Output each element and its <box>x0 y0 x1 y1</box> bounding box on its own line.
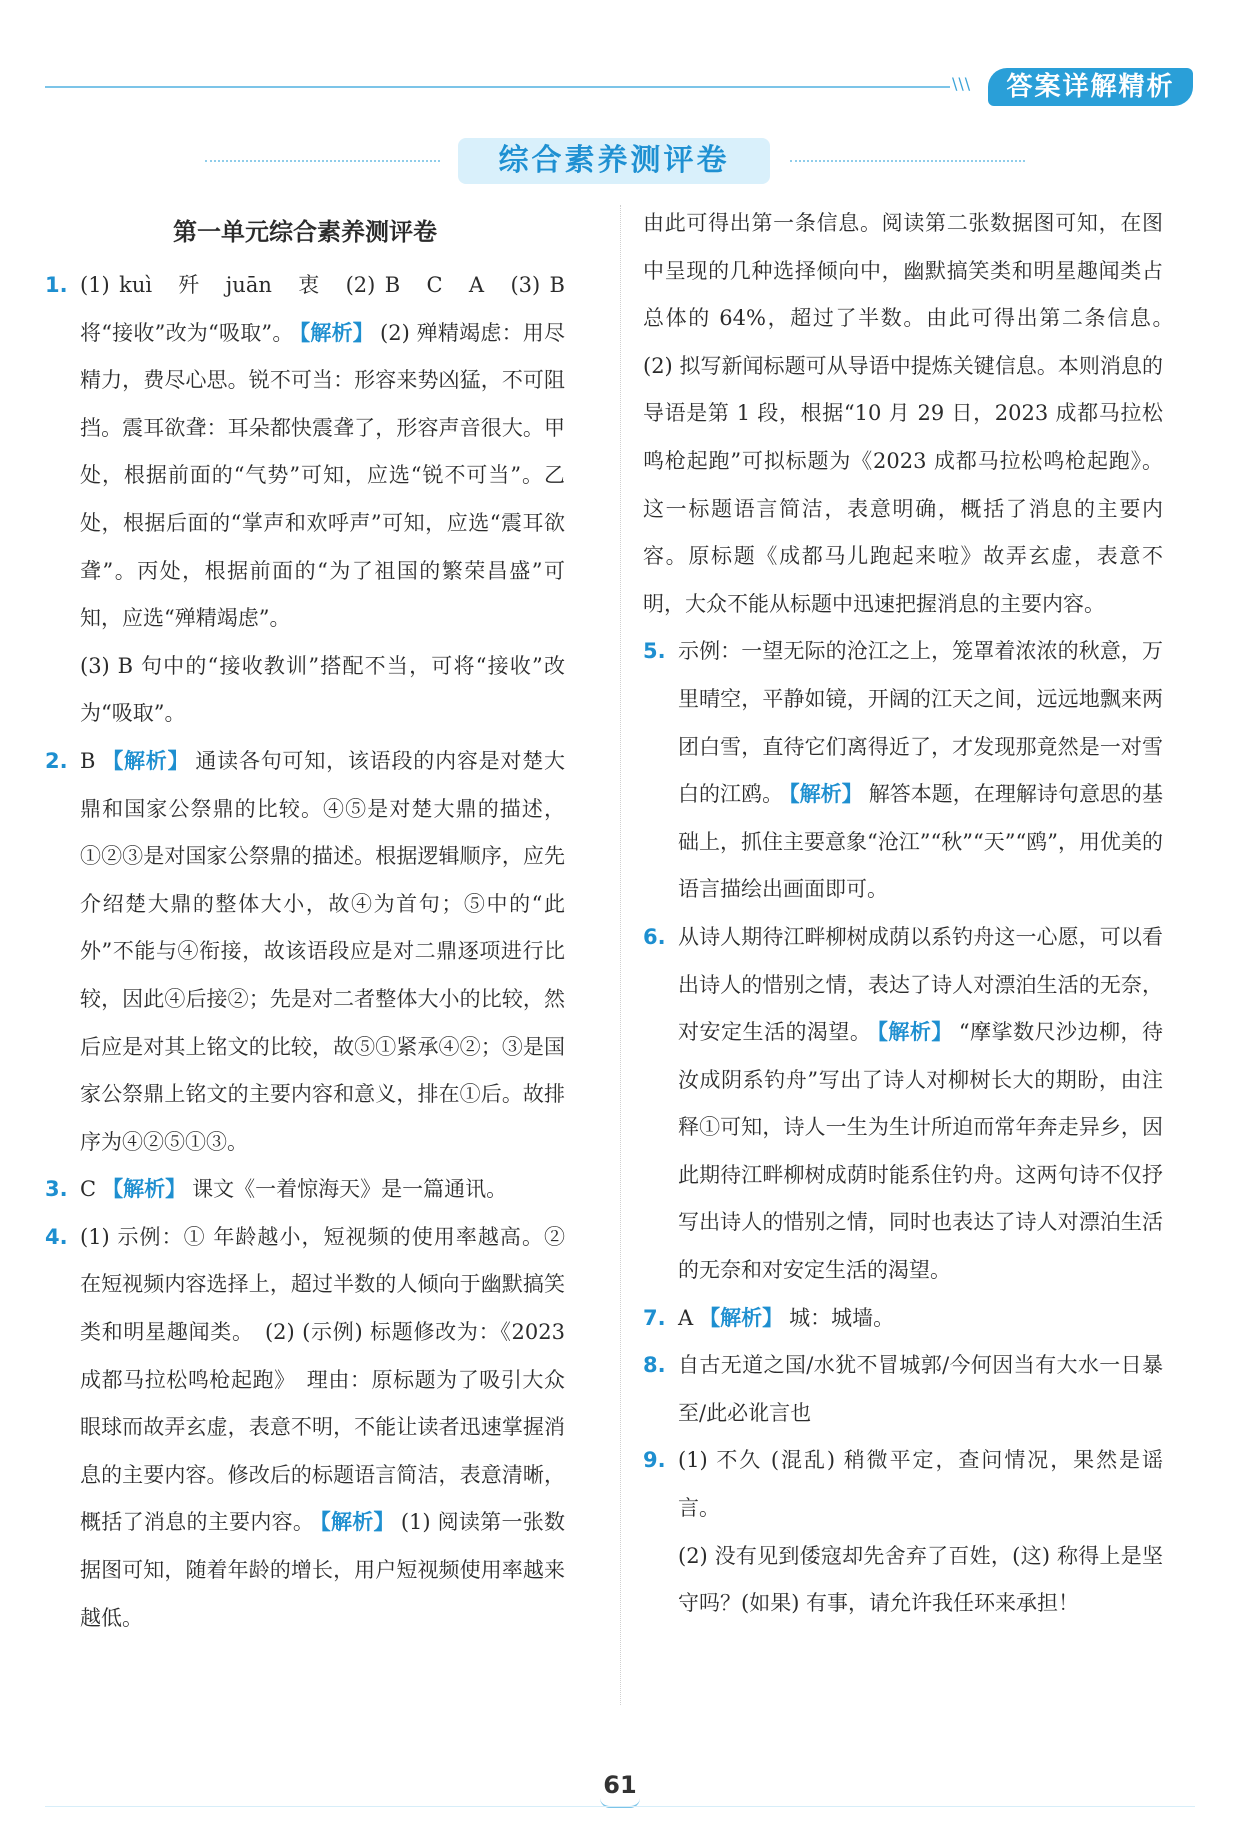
analysis-tag: 【解析】 <box>299 320 375 345</box>
answer-text: B <box>80 748 96 773</box>
answer-item <box>45 1166 565 1214</box>
unit-title: 第一单元综合素养测评卷 <box>173 218 437 246</box>
left-column <box>45 200 565 1642</box>
answer-item <box>643 1295 1163 1343</box>
answer-text: C <box>80 1177 97 1202</box>
answer-text: A <box>678 1305 694 1330</box>
analysis-tag: 【解析】 <box>699 1305 784 1330</box>
header-tag: 答案详解精析 <box>988 68 1193 106</box>
question-number: 4. <box>45 1224 68 1249</box>
answer-list-left <box>45 262 565 1642</box>
right-column <box>643 200 1184 1628</box>
answer-text: 示例：一望无际的沧江之上，笼罩着浓浓的秋意，万里晴空，平静如镜，开阔的江天之间，远远地飘来两团白雪，直待它们离得近了，才发现那竟然是一对雪白的江鸥。 <box>678 639 1163 807</box>
answer-text: 解答本题，在理解诗句意思的基础上，抓住主要意象“沧江”“秋”“天”“鸥”，用优美的语言描绘出画面即可。 <box>678 782 1164 902</box>
answer-item <box>643 914 1163 1295</box>
answer-text: 课文《一着惊海天》是一篇通讯。 <box>192 1177 508 1202</box>
analysis-tag: 【解析】 <box>320 1510 395 1535</box>
page-number: 61 <box>603 1771 637 1799</box>
answer-item <box>643 628 1163 914</box>
answer-text: 从诗人期待江畔柳树成荫以系钓舟这一心愿，可以看出诗人的惜别之情，表达了诗人对漂泊生活的无奈，对安定生活的渴望。 <box>678 924 1163 1045</box>
column-divider <box>620 205 621 1705</box>
answer-list-right <box>643 628 1163 1627</box>
answer-text: (2) 殚精竭虑：用尽精力，费尽心思。锐不可当：形容来势凶猛，不可阻挡。震耳欲聋：耳朵都快震聋了，形容声音很大。甲处，根据前面的“气势”可知，应选“锐不可当”。乙处，根据后面的“掌声和欢呼声”可知，应选“震耳欲聋”。丙处，根据前面的“为了祖国的繁荣昌盛”可知，应选“殚精竭虑”。 <box>80 320 566 631</box>
question-number: 2. <box>45 748 68 773</box>
analysis-tag: 【解析】 <box>101 748 190 773</box>
header-decoration: \\\ <box>952 74 972 93</box>
answer-item <box>45 1214 565 1642</box>
answer-item <box>45 262 565 643</box>
analysis-tag: 【解析】 <box>877 1020 953 1045</box>
answer-text: (1) kuì 歼 juān 衷 (2) B C A (3) B 将“接收”改为“吸取”。 <box>80 273 565 345</box>
question-number: 1. <box>45 273 68 297</box>
banner-divider-left <box>205 160 440 162</box>
answer-text-continued: (3) B 句中的“接收教训”搭配不当，可将“接收”改为“吸取”。 <box>80 653 565 726</box>
answer-text: (1) 示例：① 年龄越小，短视频的使用率越高。② 在短视频内容选择上，超过半数的人倾向于幽默搞笑类和明星趣闻类。 (2) (示例) 标题修改为：《2023 成都马拉松鸣枪起跑》 理由：原标题为了吸引大众眼球而故弄玄虚，表意不明，不能让读者迅速掌握消息的主要内容。修改后的标题语言简洁，表意清晰，概括了消息的主要内容。 <box>80 1224 565 1535</box>
answer-item <box>45 738 565 1166</box>
question-number: 7. <box>643 1305 666 1330</box>
header-rule <box>45 86 950 88</box>
analysis-tag: 【解析】 <box>102 1177 187 1202</box>
question-number: 6. <box>643 924 666 949</box>
answer-item <box>643 1342 1163 1437</box>
question-number: 3. <box>45 1177 68 1202</box>
answer-text-continued: (2) 没有见到倭寇却先舍弃了百姓，(这) 称得上是坚守吗？(如果) 有事，请允许我任环来承担！ <box>678 1543 1163 1616</box>
answer-text: “摩挲数尺沙边柳，待汝成阴系钓舟”写出了诗人对柳树长大的期盼，由注释①可知，诗人一生为生计所迫而常年奔走异乡，因此期待江畔柳树成荫时能系住钓舟。这两句诗不仅抒写出诗人的惜别之情，同时也表达了诗人对漂泊生活的无奈和对安定生活的渴望。 <box>678 1020 1164 1283</box>
question-number: 5. <box>643 639 666 664</box>
answer-text: 城：城墙。 <box>789 1305 895 1330</box>
answer-text: 通读各句可知，该语段的内容是对楚大鼎和国家公祭鼎的比较。④⑤是对楚大鼎的描述，①②③是对国家公祭鼎的描述。根据逻辑顺序，应先介绍楚大鼎的整体大小，故④为首句；⑤中的“此外”不能与④衔接，故该语段应是对二鼎逐项进行比较，因此④后接②；先是对二者整体大小的比较，然后应是对其上铭文的比较，故⑤①紧承④②；③是国家公祭鼎上铭文的主要内容和意义，排在①后。故排序为④②⑤①③。 <box>80 748 566 1154</box>
question-number: 8. <box>643 1353 666 1378</box>
banner-divider-right <box>790 160 1025 162</box>
answer-item <box>643 1437 1163 1532</box>
footer-rule <box>45 1806 1195 1807</box>
answer-text: (1) 阅读第一张数据图可知，随着年龄的增长，用户短视频使用率越来越低。 <box>80 1510 566 1630</box>
analysis-tag: 【解析】 <box>789 782 863 807</box>
answer-text: 自古无道之国/水犹不冒城郭/今何因当有大水一日暴至/此必讹言也 <box>678 1353 1163 1425</box>
section-title: 综合素养测评卷 <box>458 138 770 184</box>
answer-text: (1) 不久 (混乱) 稍微平定，查问情况，果然是谣言。 <box>678 1448 1163 1521</box>
question-number: 9. <box>643 1448 666 1473</box>
continued-text: 由此可得出第一条信息。阅读第二张数据图可知，在图中呈现的几种选择倾向中，幽默搞笑类和明星趣闻类占总体的 64%，超过了半数。由此可得出第二条信息。 (2) 拟写新闻标题可从导语中提炼关键信息。本则消息的导语是第 1 段，根据“10 月 29 日，2023 成都马拉松鸣枪起跑”可拟标题为《2023 成都马拉松鸣枪起跑》。这一标题语言简洁，表意明确，概括了消息的主要内容。原标题《成都马儿跑起来啦》故弄玄虚，表意不明，大众不能从标题中迅速把握消息的主要内容。 <box>643 211 1184 616</box>
